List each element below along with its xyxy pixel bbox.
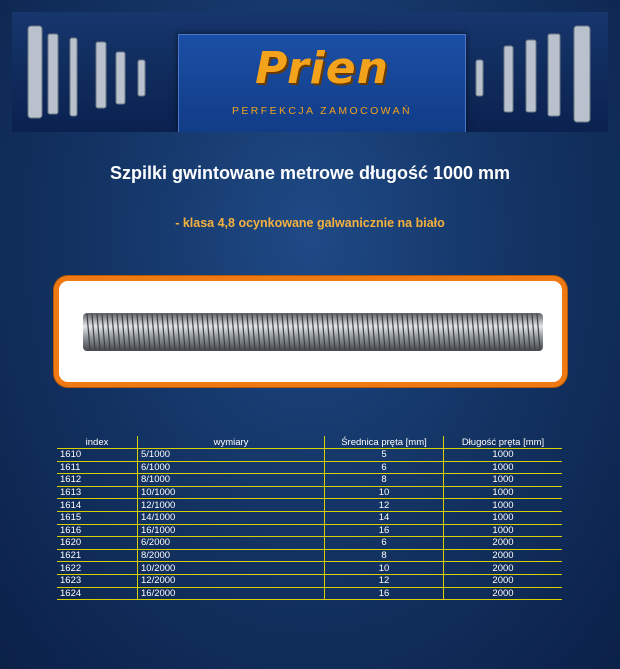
cell-index: 1610 bbox=[57, 449, 138, 462]
cell-index: 1624 bbox=[57, 587, 138, 600]
cell-diameter: 6 bbox=[325, 537, 444, 550]
table-row bbox=[57, 511, 562, 524]
cell-length: 1000 bbox=[444, 524, 563, 537]
logo-text: Prien bbox=[255, 43, 389, 94]
column-header-dimensions: wymiary bbox=[138, 436, 325, 449]
cell-diameter: 8 bbox=[325, 474, 444, 487]
cell-length: 2000 bbox=[444, 562, 563, 575]
column-header-index: index bbox=[85, 436, 109, 448]
cell-dimensions: 12/2000 bbox=[138, 574, 325, 587]
cell-diameter: 6 bbox=[325, 461, 444, 474]
cell-index: 1611 bbox=[57, 461, 138, 474]
threaded-rod-image bbox=[54, 276, 567, 387]
cell-diameter: 14 bbox=[325, 511, 444, 524]
table-row bbox=[57, 549, 562, 562]
cell-dimensions: 12/1000 bbox=[138, 499, 325, 512]
table-row bbox=[57, 486, 562, 499]
table-row bbox=[57, 499, 562, 512]
cell-diameter: 12 bbox=[325, 574, 444, 587]
column-header-length: Długość pręta [mm] bbox=[444, 436, 563, 449]
logo-tagline: PERFEKCJA ZAMOCOWAŃ bbox=[232, 105, 412, 117]
cell-length: 2000 bbox=[444, 537, 563, 550]
cell-length: 1000 bbox=[444, 449, 563, 462]
cell-length: 2000 bbox=[444, 574, 563, 587]
cell-index: 1615 bbox=[57, 511, 138, 524]
cell-length: 2000 bbox=[444, 549, 563, 562]
cell-dimensions: 8/1000 bbox=[138, 474, 325, 487]
table-row bbox=[57, 524, 562, 537]
cell-dimensions: 16/2000 bbox=[138, 587, 325, 600]
table-row bbox=[57, 474, 562, 487]
cell-dimensions: 5/1000 bbox=[138, 449, 325, 462]
anchor-bolts-left-image bbox=[12, 12, 172, 132]
anchor-bolts-right-image bbox=[448, 12, 608, 132]
cell-index: 1621 bbox=[57, 549, 138, 562]
cell-diameter: 8 bbox=[325, 549, 444, 562]
cell-diameter: 10 bbox=[325, 486, 444, 499]
cell-diameter: 10 bbox=[325, 562, 444, 575]
page-subtitle: - klasa 4,8 ocynkowane galwanicznie na biało bbox=[175, 216, 445, 230]
cell-length: 1000 bbox=[444, 486, 563, 499]
cell-dimensions: 8/2000 bbox=[138, 549, 325, 562]
header-banner bbox=[12, 12, 608, 132]
cell-index: 1622 bbox=[57, 562, 138, 575]
cell-diameter: 12 bbox=[325, 499, 444, 512]
table-row bbox=[57, 587, 562, 600]
table-row bbox=[57, 574, 562, 587]
cell-length: 2000 bbox=[444, 587, 563, 600]
brand-logo bbox=[178, 34, 466, 132]
table-row bbox=[57, 537, 562, 550]
cell-dimensions: 10/1000 bbox=[138, 486, 325, 499]
specification-table bbox=[57, 436, 562, 600]
cell-length: 1000 bbox=[444, 499, 563, 512]
cell-index: 1613 bbox=[57, 486, 138, 499]
cell-dimensions: 16/1000 bbox=[138, 524, 325, 537]
table-row bbox=[57, 562, 562, 575]
cell-index: 1616 bbox=[57, 524, 138, 537]
table-row bbox=[57, 461, 562, 474]
threaded-rod-drawing bbox=[59, 281, 562, 382]
cell-length: 1000 bbox=[444, 474, 563, 487]
cell-dimensions: 6/1000 bbox=[138, 461, 325, 474]
cell-length: 1000 bbox=[444, 511, 563, 524]
cell-dimensions: 6/2000 bbox=[138, 537, 325, 550]
page-title: Szpilki gwintowane metrowe długość 1000 mm bbox=[109, 163, 511, 183]
cell-index: 1614 bbox=[57, 499, 138, 512]
column-header-diameter: Średnica pręta [mm] bbox=[325, 436, 444, 449]
cell-dimensions: 10/2000 bbox=[138, 562, 325, 575]
cell-diameter: 16 bbox=[325, 524, 444, 537]
cell-diameter: 16 bbox=[325, 587, 444, 600]
cell-diameter: 5 bbox=[325, 449, 444, 462]
cell-dimensions: 14/1000 bbox=[138, 511, 325, 524]
table-header-row bbox=[57, 436, 562, 449]
table-row bbox=[57, 449, 562, 462]
cell-index: 1612 bbox=[57, 474, 138, 487]
cell-index: 1623 bbox=[57, 574, 138, 587]
cell-length: 1000 bbox=[444, 461, 563, 474]
cell-index: 1620 bbox=[57, 537, 138, 550]
